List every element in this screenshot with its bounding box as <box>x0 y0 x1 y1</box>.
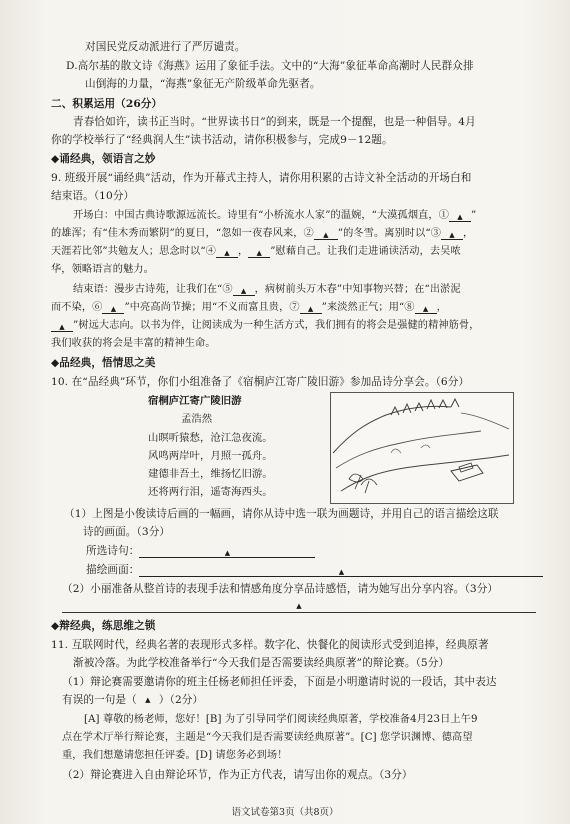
text: ，病树前头万木春”中知事物兴替；在“出淤泥 <box>254 284 461 295</box>
question-9: 9. 班级开展“诵经典”活动，作为开幕式主持人，请你用积累的古诗文补全活动的开场白和 <box>51 172 472 184</box>
text: ”中亮高尚节操；用“不义而富且贵，⑦ <box>124 302 300 313</box>
answer-blank[interactable] <box>314 228 338 240</box>
answer-choice-blank[interactable] <box>137 693 159 707</box>
quoted-passage: 点在学术厅举行辩论赛，主题是“今天我们是否需要读经典原著”。[C] 您学识渊博、德高望 <box>62 732 473 743</box>
answer-line[interactable] <box>62 599 536 613</box>
answer-rule <box>62 612 536 613</box>
answer-blank[interactable] <box>51 320 73 332</box>
blank-mark: ▲ <box>457 213 463 221</box>
text: ， <box>436 302 447 313</box>
poem-couplet: 山暝听猿愁，沧江急夜流。 <box>148 432 273 444</box>
blank-mark: ▲ <box>224 549 231 557</box>
text-line: 你的学校举行了“经典润人生”读书活动，请你积极参与，完成9－12题。 <box>51 134 393 146</box>
blank-mark: ▲ <box>145 696 151 704</box>
question-10-1: （1）上图是小俊读诗后画的一幅画，请你从诗中选一联为画题诗，并用自己的语言描绘这联 <box>64 508 499 520</box>
subsection-heading: ◆诵经典，领语言之妙 <box>51 153 156 165</box>
blank-mark: ▲ <box>256 249 262 257</box>
question-11-2: （2）辩论赛进入自由辩论环节，作为正方代表，请写出你的观点。（3分） <box>62 769 413 781</box>
illustration-sketch <box>330 392 514 504</box>
section-heading: 二、积累运用（26分） <box>51 98 163 110</box>
text: ”来淡然正气；用“⑧ <box>321 302 415 313</box>
answer-blank[interactable] <box>102 302 124 314</box>
closing-line: 我们收获的将会是丰富的精神生命。 <box>51 338 216 349</box>
question-10-2: （2）小丽准备从整首诗的表现手法和情感角度分享品诗感悟，请为她写出分享内容。（3分） <box>62 583 499 595</box>
text-line: 对国民党反动派进行了严厉谴责。 <box>85 41 246 53</box>
question-11-1: （1）辩论赛需要邀请你的班主任杨老师担任评委，下面是小明邀请时说的一段话，其中表达 <box>62 676 497 688</box>
text-line: 山倒海的力量，“海燕”象征无产阶级革命先驱者。 <box>85 78 321 90</box>
blank-mark: ▲ <box>59 323 65 331</box>
field-label: 描绘画面： <box>86 564 140 576</box>
text: ”树远大志向。以书为伴，让阅读成为一种生活方式，我们拥有的将会是强健的精神筋骨， <box>73 320 480 331</box>
question-10-1: 诗的画面。（3分） <box>83 526 171 538</box>
answer-blank[interactable] <box>216 246 238 258</box>
field-label: 所选诗句： <box>86 545 140 557</box>
poem-couplet: 风鸣两岸叶，月照一孤舟。 <box>148 450 273 462</box>
text: ”的冬雪。离别时以“③ <box>337 228 442 239</box>
subsection-heading: ◆品经典，悟情思之美 <box>51 357 156 369</box>
selected-lines-field <box>86 544 315 558</box>
blank-mark: ▲ <box>338 568 345 576</box>
answer-blank[interactable] <box>300 302 322 314</box>
text-line: 青春恰如许，读书正当时。“世界读书日”的到来，既是一个提醒，也是一种倡导。4月 <box>73 116 476 128</box>
blank-mark: ▲ <box>296 602 302 610</box>
answer-blank[interactable] <box>415 302 437 314</box>
blank-mark: ▲ <box>224 249 230 257</box>
selected-lines-blank[interactable] <box>139 546 315 558</box>
answer-blank[interactable] <box>449 210 471 222</box>
question-11-1 <box>62 693 203 707</box>
quoted-passage: [A] 尊敬的杨老师，您好！[B] 为了引导同学们阅读经典原著，学校准备4月23日上午9 <box>84 714 478 725</box>
opening-line <box>73 209 476 223</box>
poem-author: 孟浩然 <box>181 413 213 425</box>
text: ， <box>463 228 474 239</box>
text-line: D.高尔基的散文诗《海燕》运用了象征手法。文中的“大海”象征革命高潮时人民群众排 <box>66 60 474 72</box>
opening-line <box>51 245 461 259</box>
blank-mark: ▲ <box>307 305 314 313</box>
question-11: 11. 互联网时代，经典名著的表现形式多样。数字化、快餐化的阅读形式受到追捧，经典原著 <box>51 639 489 651</box>
closing-line <box>51 319 480 333</box>
poem-couplet: 还将两行泪，遥寄海西头。 <box>148 486 273 498</box>
poem-couplet: 建德非吾土，维扬忆旧游。 <box>148 468 273 480</box>
subsection-heading: ◆辩经典，练思维之锁 <box>51 620 156 632</box>
text: ）（2分） <box>158 694 204 706</box>
question-10: 10. 在“品经典”环节，你们小组准备了《宿桐庐江寄广陵旧游》参加品诗分享会。（6分） <box>51 376 470 388</box>
closing-line <box>73 283 461 297</box>
text: 的雄浑；有“佳木秀而繁阴”的夏日，“忽如一夜春风来，② <box>51 228 314 239</box>
answer-blank[interactable] <box>248 246 270 258</box>
text: ” <box>470 210 477 221</box>
page-footer: 语文试卷第3页（共8页） <box>231 807 339 818</box>
blank-mark: ▲ <box>422 305 429 313</box>
text: ， <box>237 246 249 257</box>
describe-scene-blank[interactable] <box>139 565 543 577</box>
question-11: 渐被冷落。为此学校准备举行“今天我们是否需要读经典原著”的辩论赛。（5分） <box>73 657 450 669</box>
poem-title: 宿桐庐江寄广陵旧游 <box>148 395 242 407</box>
blank-mark: ▲ <box>240 287 247 295</box>
text: 开场白：中国古典诗歌源远流长。诗里有“小桥流水人家”的温婉，“大漠孤烟直，① <box>73 210 449 221</box>
closing-line <box>51 301 447 315</box>
blank-mark: ▲ <box>449 231 455 239</box>
text: ”慰藉自己。让我们走进诵读活动，去吴哝 <box>270 246 461 257</box>
quoted-passage: 重，我们想邀请您担任评委。[D] 请您务必到场！ <box>62 750 288 761</box>
opening-line: 华，领略语言的魅力。 <box>51 264 154 275</box>
text: 而不染，⑥ <box>51 302 103 313</box>
text: 有误的一句是（ <box>62 694 137 706</box>
blank-mark: ▲ <box>110 305 117 313</box>
text: 结束语：漫步古诗苑，让我们在“⑤ <box>73 284 233 295</box>
answer-blank[interactable] <box>233 284 255 296</box>
question-9: 结束语。（10分） <box>51 190 135 202</box>
opening-line <box>51 227 473 241</box>
describe-scene-field <box>86 563 543 577</box>
text: 天涯若比邻”共勉友人；思念时以“④ <box>51 246 216 257</box>
landscape-drawing <box>331 393 513 503</box>
answer-blank[interactable] <box>441 228 463 240</box>
blank-mark: ▲ <box>323 231 329 239</box>
